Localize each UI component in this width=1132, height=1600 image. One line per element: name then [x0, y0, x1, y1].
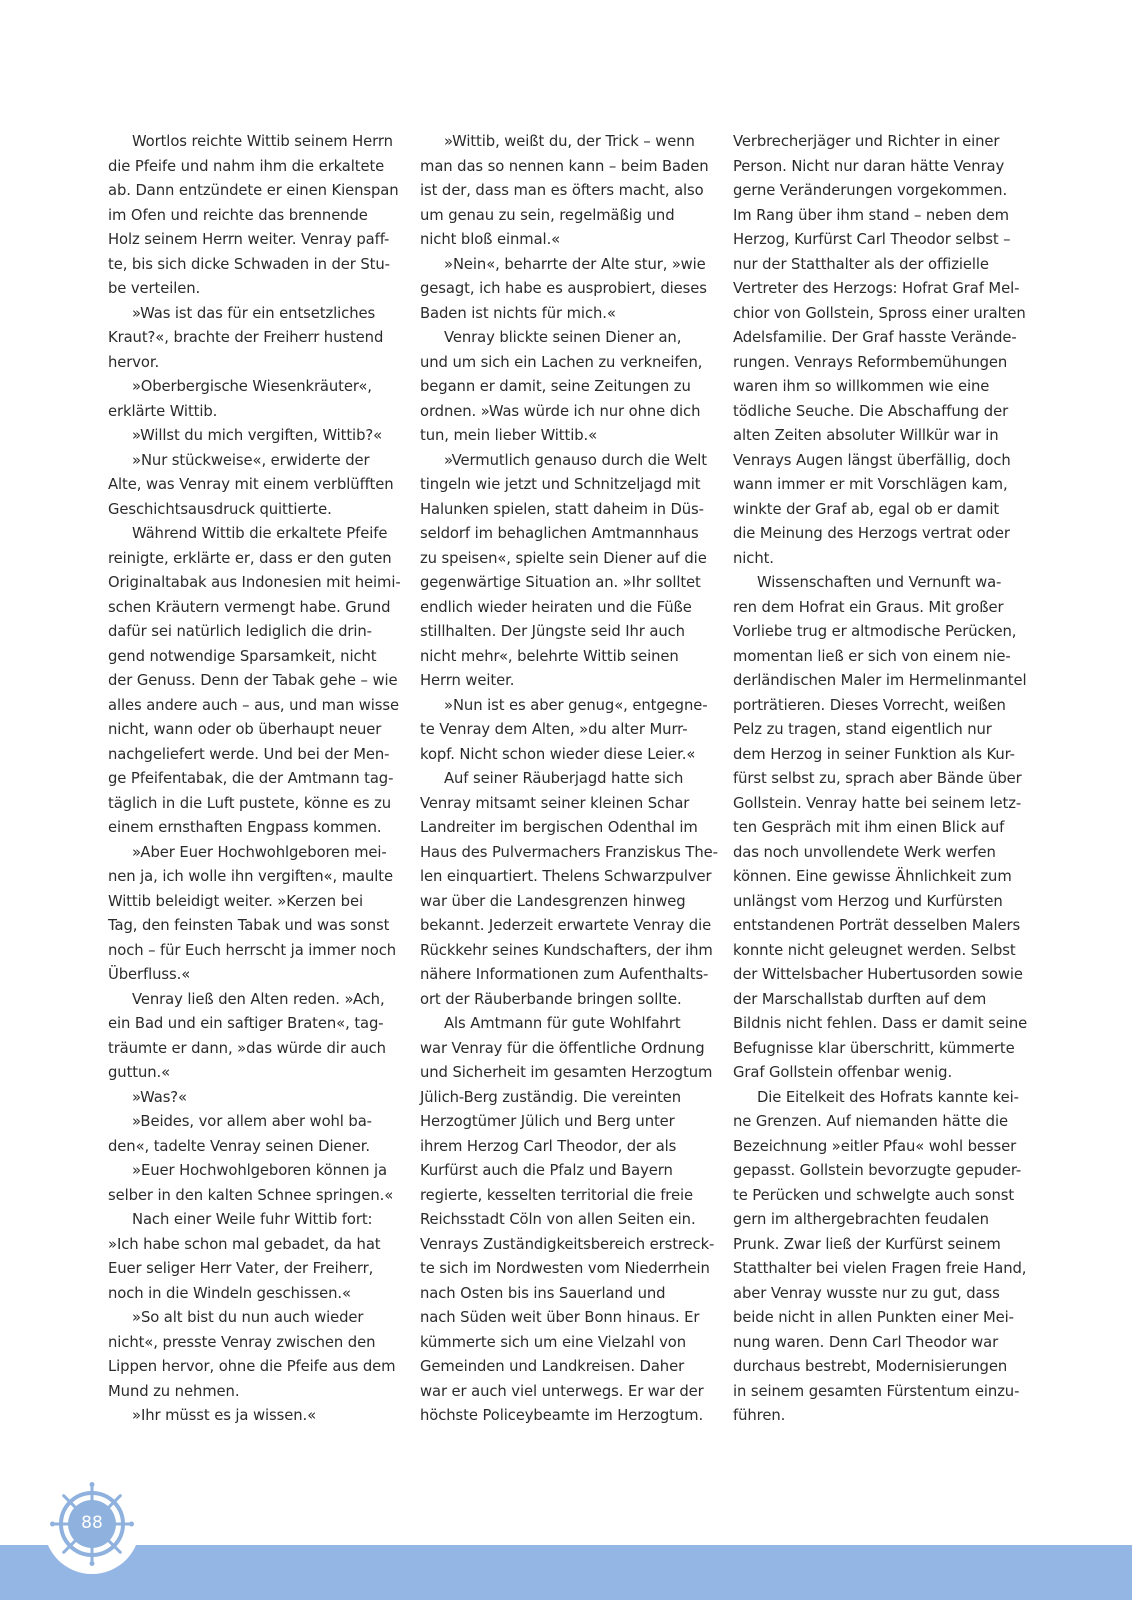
text-line: wann immer er mit Vorschlägen kam, — [733, 476, 1008, 493]
text-line: derländischen Maler im Hermelinmantel — [733, 672, 1027, 689]
text-line: »Aber Euer Hochwohlgeboren mei- — [132, 843, 387, 861]
text-line: len einquartiert. Thelens Schwarzpulver — [420, 868, 712, 885]
text-line: Auf seiner Räuberjagd hatte sich — [444, 770, 684, 787]
text-line: erklärte Wittib. — [108, 402, 218, 420]
text-line: nachgeliefert werde. Und bei der Men- — [108, 745, 390, 763]
text-line: Bezeichnung »eitler Pfau« wohl besser — [733, 1137, 1017, 1155]
text-line: aber Venray wusste nur zu gut, dass — [733, 1284, 1000, 1302]
text-line: der Marschallstab durften auf dem — [733, 990, 987, 1008]
text-line: Nach einer Weile fuhr Wittib fort: — [132, 1211, 373, 1228]
text-line: Landreiter im bergischen Odenthal im — [420, 819, 698, 836]
text-line: alten Zeiten absoluter Willkür war in — [733, 427, 999, 444]
text-line: Prunk. Zwar ließ der Kurfürst seinem — [733, 1235, 1001, 1253]
text-line: be verteilen. — [108, 280, 201, 297]
text-line: »Beides, vor allem aber wohl ba- — [132, 1113, 372, 1130]
text-line: Haus des Pulvermachers Franziskus The- — [420, 843, 718, 861]
text-line: porträtieren. Dieses Vorrecht, weißen — [733, 696, 1006, 714]
text-line: begann er damit, seine Zeitungen zu — [420, 378, 691, 395]
text-line: rungen. Venrays Reformbemühungen — [733, 353, 1008, 371]
text-line: träumte er dann, »das würde dir auch — [108, 1039, 386, 1057]
text-line: einem ernsthaften Engpass kommen. — [108, 819, 382, 836]
text-line: entstandenen Porträt desselben Malers — [733, 917, 1021, 934]
text-line: im Ofen und reichte das brennende — [108, 206, 368, 224]
text-line: »Oberbergische Wiesenkräuter«, — [132, 378, 372, 395]
text-line: dem Herzog in seiner Funktion als Kur- — [733, 745, 1015, 763]
text-line: gepasst. Gollstein bevorzugte gepuder- — [733, 1162, 1022, 1179]
text-line: nicht«, presste Venray zwischen den — [108, 1333, 376, 1351]
text-line: »Wittib, weißt du, der Trick – wenn — [444, 133, 695, 150]
text-line: ge Pfeifentabak, die der Amtmann tag- — [108, 770, 394, 787]
text-line: Im Rang über ihm stand – neben dem — [733, 206, 1009, 224]
text-line: ordnen. »Was würde ich nur ohne dich — [420, 402, 701, 420]
text-line: seldorf im behaglichen Amtmannhaus — [420, 525, 699, 542]
text-line: Originaltabak aus Indonesien mit heimi- — [108, 574, 401, 591]
text-line: das noch unvollendete Werk werfen — [733, 843, 996, 861]
text-line: nen ja, ich wolle ihn vergiften«, maulte — [108, 868, 393, 885]
text-line: te Perücken und schwelgte auch sonst — [733, 1186, 1015, 1204]
text-line: gend notwendige Sparsamkeit, nicht — [108, 647, 377, 665]
text-line: regierte, kesselten territorial die freie — [420, 1186, 693, 1204]
page-number: 88 — [81, 1513, 103, 1533]
text-line: Venray ließ den Alten reden. »Ach, — [132, 990, 385, 1008]
text-line: Bildnis nicht fehlen. Dass er damit seine — [733, 1015, 1028, 1032]
text-line: Reichsstadt Cöln von allen Seiten ein. — [420, 1211, 696, 1228]
text-line: endlich wieder heiraten und die Füße — [420, 598, 692, 616]
text-line: gern im althergebrachten feudalen — [733, 1211, 989, 1228]
text-line: Venray mitsamt seiner kleinen Schar — [420, 794, 690, 812]
text-line: tun, mein lieber Wittib.« — [420, 427, 598, 444]
text-line: Herzogtümer Jülich und Berg unter — [420, 1113, 675, 1130]
text-line: und Sicherheit im gesamten Herzogtum — [420, 1064, 713, 1081]
text-line: Gollstein. Venray hatte bei seinem letz- — [733, 794, 1022, 812]
text-line: ab. Dann entzündete er einen Kienspan — [108, 182, 399, 199]
text-line: »Euer Hochwohlgeboren können ja — [132, 1162, 388, 1179]
text-line: gesagt, ich habe es ausprobiert, dieses — [420, 280, 707, 297]
text-line: Statthalter bei vielen Fragen freie Hand, — [733, 1260, 1027, 1277]
text-line: »Nun ist es aber genug«, entgegne- — [444, 696, 708, 714]
text-line: hervor. — [108, 353, 160, 371]
text-line: »Nur stückweise«, erwiderte der — [132, 451, 370, 469]
text-line: führen. — [733, 1407, 786, 1424]
text-line: unlängst vom Herzog und Kurfürsten — [733, 892, 1003, 910]
text-line: kümmerte sich um eine Vielzahl von — [420, 1333, 686, 1351]
text-line: Pelz zu tragen, stand eigentlich nur — [733, 721, 992, 738]
text-line: Verbrecherjäger und Richter in einer — [733, 133, 1000, 150]
text-line: nur der Statthalter als der offizielle — [733, 255, 989, 273]
text-line: Lippen hervor, ohne die Pfeife aus dem — [108, 1358, 396, 1375]
text-line: schen Kräutern vermengt habe. Grund — [108, 598, 391, 616]
text-line: »Ihr müsst es ja wissen.« — [132, 1407, 317, 1424]
text-line: Person. Nicht nur daran hätte Venray — [733, 157, 1005, 175]
text-line: Überfluss.« — [108, 966, 191, 983]
text-line: »Vermutlich genauso durch die Welt — [444, 451, 707, 469]
text-line: Wissenschaften und Vernunft wa- — [757, 574, 1002, 591]
text-line: ten Gespräch mit ihm einen Blick auf — [733, 819, 1005, 836]
text-line: Befugnisse klar überschritt, kümmerte — [733, 1039, 1015, 1057]
text-line: war er auch viel unterwegs. Er war der — [420, 1382, 704, 1400]
text-line: »Ich habe schon mal gebadet, da hat — [108, 1235, 381, 1253]
text-line: zu speisen«, spielte sein Diener auf die — [420, 549, 707, 567]
text-line: tödliche Seuche. Die Abschaffung der — [733, 402, 1009, 420]
text-line: te sich im Nordwesten vom Niederrhein — [420, 1260, 710, 1277]
text-line: ort der Räuberbande bringen sollte. — [420, 990, 682, 1008]
footer-band — [0, 1545, 1132, 1600]
text-line: können. Eine gewisse Ähnlichkeit zum — [733, 868, 1012, 885]
text-line: nicht mehr«, belehrte Wittib seinen — [420, 647, 679, 665]
text-line: Venrays Zuständigkeitsbereich erstreck- — [420, 1235, 715, 1253]
text-line: nicht. — [733, 549, 774, 567]
text-line: ne Grenzen. Auf niemanden hätte die — [733, 1113, 1008, 1130]
text-line: nähere Informationen zum Aufenthalts- — [420, 966, 709, 983]
text-column-3 — [733, 130, 1028, 1429]
text-line: konnte nicht geleugnet werden. Selbst — [733, 941, 1016, 959]
text-line: ihrem Herzog Carl Theodor, der als — [420, 1137, 677, 1155]
text-line: Alte, was Venray mit einem verblüfften — [108, 476, 394, 493]
text-line: stillhalten. Der Jüngste seid Ihr auch — [420, 623, 685, 640]
text-line: Mund zu nehmen. — [108, 1382, 240, 1400]
text-line: nicht bloß einmal.« — [420, 231, 561, 248]
text-line: die Pfeife und nahm ihm die erkaltete — [108, 157, 385, 175]
text-line: Rückkehr seines Kundschafters, der ihm — [420, 941, 713, 959]
text-line: man das so nennen kann – beim Baden — [420, 157, 709, 175]
text-line: Euer seliger Herr Vater, der Freiherr, — [108, 1260, 374, 1277]
text-line: noch in die Windeln geschissen.« — [108, 1284, 351, 1302]
text-line: te, bis sich dicke Schwaden in der Stu- — [108, 255, 390, 273]
text-line: bekannt. Jederzeit erwartete Venray die — [420, 917, 712, 934]
text-line: tingeln wie jetzt und Schnitzeljagd mit — [420, 476, 701, 493]
text-line: momentan ließ er sich von einem nie- — [733, 647, 1011, 665]
text-line: ist der, dass man es öfters macht, also — [420, 182, 704, 199]
text-line: der Wittelsbacher Hubertusorden sowie — [733, 966, 1023, 983]
text-line: gerne Veränderungen vorgekommen. — [733, 182, 1008, 199]
text-line: nach Osten bis ins Sauerland und — [420, 1284, 666, 1302]
text-line: »Nein«, beharrte der Alte stur, »wie — [444, 255, 706, 273]
text-line: täglich in die Luft pustete, könne es zu — [108, 794, 392, 812]
text-line: die Meinung des Herzogs vertrat oder — [733, 525, 1010, 542]
text-line: Während Wittib die erkaltete Pfeife — [132, 525, 388, 542]
text-line: kopf. Nicht schon wieder diese Leier.« — [420, 745, 696, 763]
text-line: Tag, den feinsten Tabak und was sonst — [108, 917, 390, 934]
text-line: Holz seinem Herrn weiter. Venray paff- — [108, 231, 390, 248]
text-line: und um sich ein Lachen zu verkneifen, — [420, 353, 703, 371]
text-line: Kurfürst auch die Pfalz und Bayern — [420, 1162, 673, 1179]
text-line: fürst selbst zu, sprach aber Bände über — [733, 770, 1022, 787]
text-line: Venray blickte seinen Diener an, — [444, 329, 682, 346]
text-line: chior von Gollstein, Spross einer uralten — [733, 304, 1026, 322]
text-line: Wittib beleidigt weiter. »Kerzen bei — [108, 892, 363, 910]
text-line: in seinem gesamten Fürstentum einzu- — [733, 1382, 1020, 1400]
text-line: »Was ist das für ein entsetzliches — [132, 304, 376, 322]
text-line: Vorliebe trug er altmodische Perücken, — [733, 623, 1017, 640]
text-column-2 — [420, 130, 718, 1429]
text-line: der Genuss. Denn der Tabak gehe – wie — [108, 672, 398, 689]
text-line: den«, tadelte Venray seinen Diener. — [108, 1137, 370, 1155]
text-line: beide nicht in allen Punkten einer Mei- — [733, 1309, 1014, 1326]
text-line: gegenwärtige Situation an. »Ihr solltet — [420, 574, 701, 591]
text-line: alles andere auch – aus, und man wisse — [108, 696, 399, 714]
text-line: Baden ist nichts für mich.« — [420, 304, 616, 322]
text-line: Kraut?«, brachte der Freiherr hustend — [108, 329, 384, 346]
text-line: dafür sei natürlich lediglich die drin- — [108, 623, 372, 640]
text-line: Halunken spielen, statt daheim in Düs- — [420, 500, 704, 518]
text-line: ren dem Hofrat ein Graus. Mit großer — [733, 598, 1004, 616]
text-line: winkte der Graf ab, egal ob er damit — [733, 500, 1000, 518]
text-line: Wortlos reichte Wittib seinem Herrn — [132, 133, 393, 150]
text-line: Vertreter des Herzogs: Hofrat Graf Mel- — [733, 280, 1020, 297]
text-line: Herrn weiter. — [420, 672, 515, 689]
text-line: »Was?« — [132, 1088, 188, 1106]
text-line: noch – für Euch herrscht ja immer noch — [108, 941, 397, 959]
text-line: selber in den kalten Schnee springen.« — [108, 1186, 394, 1204]
text-line: Graf Gollstein offenbar wenig. — [733, 1064, 953, 1081]
text-line: ein Bad und ein saftiger Braten«, tag- — [108, 1015, 384, 1032]
text-line: höchste Policeybeamte im Herzogtum. — [420, 1407, 704, 1424]
text-line: te Venray dem Alten, »du alter Murr- — [420, 721, 688, 738]
text-line: war über die Landesgrenzen hinweg — [420, 892, 686, 910]
text-line: nach Süden weit über Bonn hinaus. Er — [420, 1309, 700, 1326]
text-line: um genau zu sein, regelmäßig und — [420, 206, 675, 224]
text-line: Gemeinden und Landkreisen. Daher — [420, 1358, 685, 1375]
text-line: war Venray für die öffentliche Ordnung — [420, 1039, 705, 1057]
text-line: reinigte, erklärte er, dass er den guten — [108, 549, 392, 567]
text-line: nicht, wann oder ob überhaupt neuer — [108, 721, 382, 738]
text-line: »Willst du mich vergiften, Wittib?« — [132, 427, 383, 444]
text-line: Herzog, Kurfürst Carl Theodor selbst – — [733, 231, 1011, 248]
text-line: Die Eitelkeit des Hofrats kannte kei- — [757, 1088, 1019, 1106]
text-line: nung waren. Denn Carl Theodor war — [733, 1333, 999, 1351]
text-line: guttun.« — [108, 1064, 171, 1081]
text-line: waren ihm so willkommen wie eine — [733, 378, 990, 395]
text-column-1 — [108, 130, 401, 1429]
text-line: Als Amtmann für gute Wohlfahrt — [444, 1015, 681, 1032]
text-line: »So alt bist du nun auch wieder — [132, 1309, 364, 1326]
text-line: Adelsfamilie. Der Graf hasste Verände- — [733, 329, 1017, 346]
text-line: Venrays Augen längst überfällig, doch — [733, 451, 1011, 469]
text-line: Geschichtsausdruck quittierte. — [108, 500, 332, 518]
text-line: Jülich-Berg zuständig. Die vereinten — [420, 1088, 682, 1106]
text-line: durchaus bestrebt, Modernisierungen — [733, 1358, 1008, 1375]
